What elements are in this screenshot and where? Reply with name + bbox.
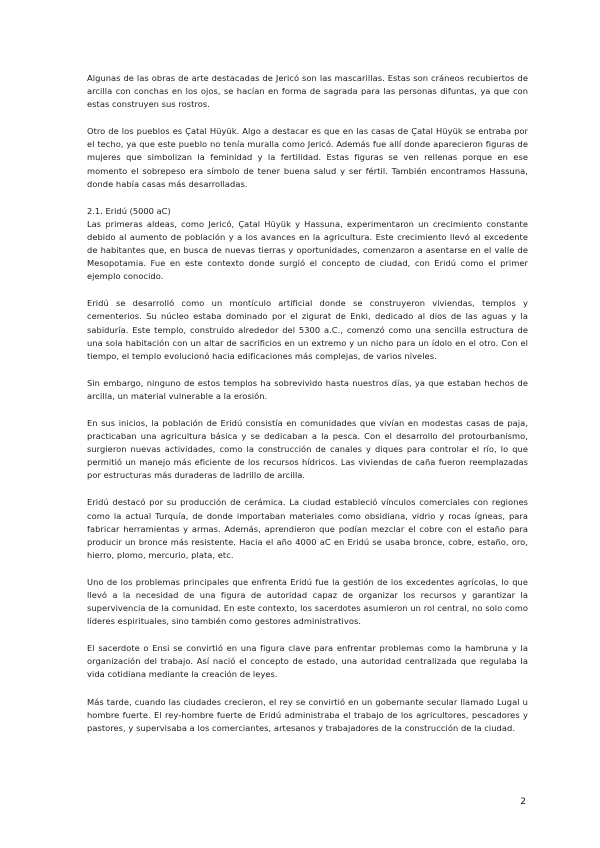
paragraph-templos-erosion: Sin embargo, ninguno de estos templos ha sobrevivido hasta nuestros días, ya que estaban hechos de arcilla, un material vulnerable a la erosión. — [87, 377, 528, 401]
paragraph-primeras-aldeas: Las primeras aldeas, como Jericó, Çatal Hüyük y Hassuna, experimentaron un crecimiento constante debido al aumento de población y a los avances en la agricultura. Este crecimiento llevó al excedente de habitantes que, en busca de nuevas tierras y oportunidades, comenzaron a asentarse en el valle de Mesopotamia. Fue en este contexto donde surgió el concepto de ciudad, con Eridú como el primer ejemplo conocido. — [87, 218, 528, 282]
paragraph-ceramica: Eridú destacó por su producción de cerámica. La ciudad estableció vínculos comerciales con regiones como la actual Turquía, de donde importaban materiales como obsidiana, vidrio y rocas ígneas, para fabricar herramientas y armas. Además, aprendieron que podían mezclar el cobre con el estaño para producir un bronce más resistente. Hacia el año 4000 aC en Eridú se usaba bronce, cobre, estaño, oro, hierro, plomo, mercurio, plata, etc. — [87, 497, 528, 560]
page-number: 2 — [520, 797, 526, 807]
paragraph-lugal: Más tarde, cuando las ciudades crecieron, el rey se convirtió en un gobernante secular llamado Lugal u hombre fuerte. El rey-hombre fuerte de Eridú administraba el trabajo de los agricultores, pescadores y pastores, y supervisaba a los comerciantes, artesanos y trabajadores de la construcción de la ciudad. — [87, 696, 528, 733]
paragraph-catal-huyuk: Otro de los pueblos es Çatal Hüyük. Algo a destacar es que en las casas de Çatal Hüyük se entraba por el techo, ya que este pueblo no tenía muralla como Jericó. Además fue allí donde aparecieron figuras de mujeres que simbolizan la feminidad y la fertilidad. Estas figuras se ven rellenas porque en ese momento el sobrepeso era símbolo de tener buena salud y ser fértil. También encontramos Hassuna, donde había casas más desarrolladas. — [87, 126, 528, 189]
section-heading: 2.1. Eridú (5000 aC) — [87, 205, 171, 216]
paragraph-ensi: El sacerdote o Ensi se convirtió en una figura clave para enfrentar problemas como la hambruna y la organización del trabajo. Así nació el concepto de estado, una autoridad centralizada que regulaba la vida cotidiana mediante la creación de leyes. — [87, 643, 528, 680]
paragraph-excedentes: Uno de los problemas principales que enfrenta Eridú fue la gestión de los excedentes agrícolas, lo que llevó a la necesidad de una figura de autoridad capaz de organizar los recursos y garantizar la supervivencia de la comunidad. En este contexto, los sacerdotes asumieron un rol central, no solo como líderes espirituales, sino también como gestores administrativos. — [87, 576, 528, 627]
paragraph-mascarillas: Algunas de las obras de arte destacadas de Jericó son las mascarillas. Estas son cráneos recubiertos de arcilla con conchas en los ojos, se hacían en forma de sagrada para las personas difuntas, ya que con estas construyen sus rostros. — [87, 73, 528, 110]
page-content — [87, 72, 528, 749]
paragraph-poblacion: En sus inicios, la población de Eridú consistía en comunidades que vivían en modestas casas de paja, practicaban una agricultura básica y se dedicaban a la pesca. Con el desarrollo del protourbanismo, surgieron nuevas actividades, como la construcción de canales y diques para controlar el río, lo que permitió un manejo más eficiente de los recursos hídricos. Las viviendas de caña fueron reemplazadas por estructuras más duraderas de ladrillo de arcilla. — [87, 417, 528, 481]
paragraph-montículo: Eridú se desarrolló como un montículo artificial donde se construyeron viviendas, templos y cementerios. Su núcleo estaba dominado por el zigurat de Enki, dedicado al dios de las aguas y la sabiduría. Este templo, construido alrededor del 5300 a.C., comenzó como una sencilla estructura de una sola habitación con un altar de sacrificios en un extremo y un nicho para un ídolo en el otro. Con el tiempo, el templo evolucionó hacia edificaciones más complejas, de varios niveles. — [87, 298, 528, 361]
